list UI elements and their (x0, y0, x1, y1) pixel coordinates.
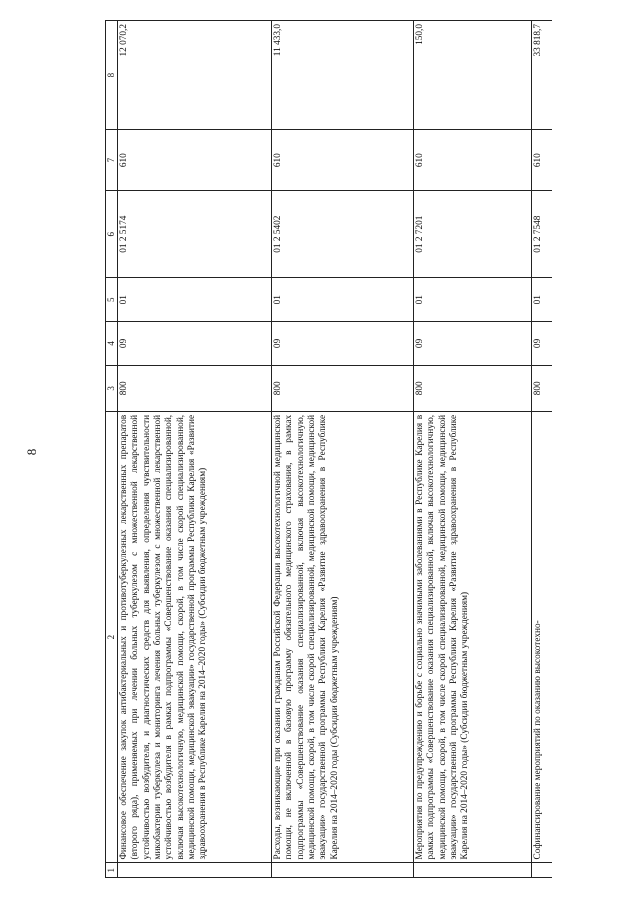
row-description: Финансовое обеспечение закупок антибактериальных и противотуберкулезных лекарственных препаратов (второго ряда), применяемых при лечении больных туберкулезом с множественной лекарственной устойчивостью возбудителя, и диагностических средств для выявления, определения чувствительности микобактерии туберкулеза и мониторинга лечения больных туберкулезом с множественной лекарственной устойчивостью возбудителя в рамках подпрограммы «Совершенствование оказания специализированной, включая высокотехнологичную, медицинской помощи, скорой, в том числе скорой специализированной, медицинской помощи, медицинской эвакуации» государственной программы Республики Карелия «Развитие здравоохранения в Республике Карелия на 2014–2020 годы» (Субсидии бюджетным учреждениям) (118, 411, 272, 863)
amount-value: 150,0 (414, 21, 532, 130)
ministry-code: 800 (532, 365, 552, 411)
column-header: 4 (106, 322, 118, 366)
rotated-table-container (105, 20, 605, 878)
budget-table (105, 20, 552, 878)
subsection-code: 01 (414, 278, 532, 322)
target-article-code: 01 2 7201 (414, 190, 532, 277)
row-blank-cell (532, 863, 552, 878)
column-header: 3 (106, 365, 118, 411)
target-article-code: 01 2 7548 (532, 190, 552, 277)
ministry-code: 800 (414, 365, 532, 411)
row-blank-cell (414, 863, 532, 878)
amount-value: 12 070,2 (118, 21, 272, 130)
column-header: 6 (106, 190, 118, 277)
table-row (414, 21, 532, 878)
row-description: Расходы, возникающие при оказании гражданам Российской Федерации высокотехнологичной медицинской помощи, не включенной в базовую программу обязательного медицинского страхования, в рамках подпрограммы «Совершенствование оказания специализированной, включая высокотехнологичную, медицинской помощи, скорой, в том числе скорой специализированной, медицинской помощи, медицинской эвакуации» государственной программы Республики Карелия «Развитие здравоохранения в Республике Карелия на 2014–2020 годы (Субсидии бюджетным учреждениям) (272, 411, 414, 863)
expense-type-code: 610 (272, 130, 414, 191)
subsection-code: 01 (272, 278, 414, 322)
subsection-code: 01 (532, 278, 552, 322)
column-header: 5 (106, 278, 118, 322)
table-row (532, 21, 552, 878)
amount-value: 11 433,0 (272, 21, 414, 130)
target-article-code: 01 2 5402 (272, 190, 414, 277)
expense-type-code: 610 (532, 130, 552, 191)
expense-type-code: 610 (414, 130, 532, 191)
ministry-code: 800 (272, 365, 414, 411)
section-code: 09 (118, 322, 272, 366)
page-number: 8 (24, 448, 39, 456)
section-code: 09 (532, 322, 552, 366)
target-article-code: 01 2 5174 (118, 190, 272, 277)
row-blank-cell (118, 863, 272, 878)
row-blank-cell (272, 863, 414, 878)
section-code: 09 (414, 322, 532, 366)
section-code: 09 (272, 322, 414, 366)
column-number-row (106, 21, 118, 878)
expense-type-code: 610 (118, 130, 272, 191)
ministry-code: 800 (118, 365, 272, 411)
row-description: Софинансирование мероприятий по оказанию высокотехно- (532, 411, 552, 863)
amount-value: 33 818,7 (532, 21, 552, 130)
table-row (118, 21, 272, 878)
column-header: 7 (106, 130, 118, 191)
column-header: 8 (106, 21, 118, 130)
subsection-code: 01 (118, 278, 272, 322)
column-header: 2 (106, 411, 118, 863)
row-description: Мероприятия по предупреждению и борьбе с социально значимыми заболеваниями в Республике Карелия в рамках подпрограммы «Совершенствование оказания специализированной, включая высокотехнологичную, медицинской помощи, скорой, в том числе скорой специализированной, медицинской помощи, медицинской эвакуации» государственной программы Республики Карелия «Развитие здравоохранения в Республике Карелия на 2014–2020 годы» (Субсидии бюджетным учреждениям) (414, 411, 532, 863)
table-row (272, 21, 414, 878)
column-header: 1 (106, 863, 118, 878)
